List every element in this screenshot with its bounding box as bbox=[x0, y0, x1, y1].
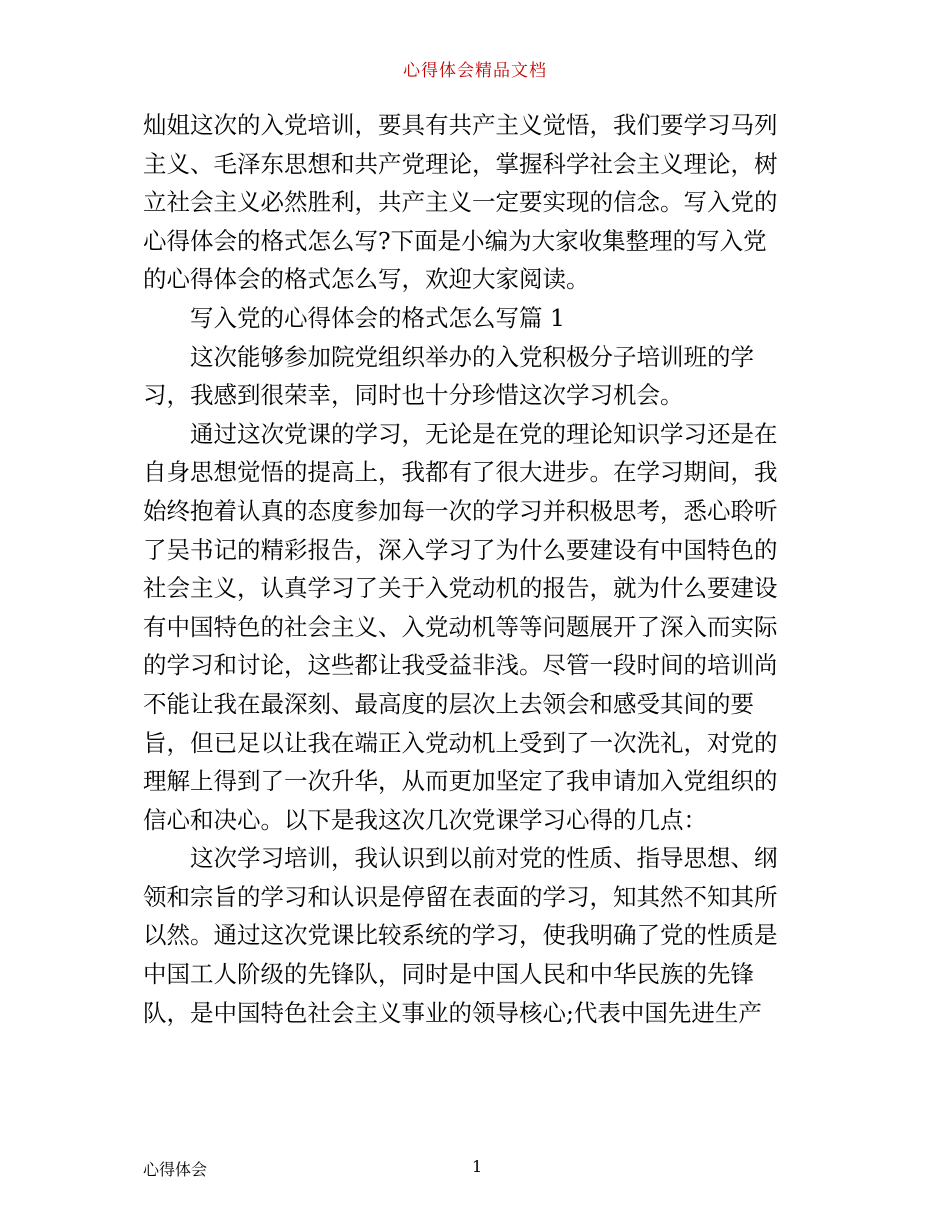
heading-line: 写入党的心得体会的格式怎么写篇 1 bbox=[190, 303, 565, 332]
text-line: 有中国特色的社会主义、入党动机等等问题展开了深入而实际 bbox=[143, 612, 778, 641]
text-line: 理解上得到了一次升华，从而更加坚定了我申请加入党组织的 bbox=[143, 767, 778, 796]
document-header-title: 心得体会精品文档 bbox=[403, 61, 547, 81]
text-line: 自身思想觉悟的提高上，我都有了很大进步。在学习期间，我 bbox=[143, 458, 778, 487]
paragraph-progress bbox=[143, 415, 815, 840]
text-line: 这次学习培训，我认识到以前对党的性质、指导思想、纲 bbox=[190, 844, 778, 873]
page-number: 1 bbox=[472, 1157, 483, 1176]
paragraph-understanding bbox=[143, 839, 815, 1032]
text-line: 队，是中国特色社会主义事业的领导核心;代表中国先进生产 bbox=[143, 998, 762, 1027]
footer-label: 心得体会 bbox=[143, 1160, 208, 1179]
text-line: 了吴书记的精彩报告，深入学习了为什么要建设有中国特色的 bbox=[143, 535, 778, 564]
document-body bbox=[143, 106, 815, 1032]
text-line: 不能让我在最深刻、最高度的层次上去领会和感受其间的要 bbox=[143, 689, 754, 718]
paragraph-intro bbox=[143, 106, 815, 299]
text-line: 主义、毛泽东思想和共产党理论，掌握科学社会主义理论，树 bbox=[143, 149, 778, 178]
text-line: 以然。通过这次党课比较系统的学习，使我明确了党的性质是 bbox=[143, 921, 778, 950]
text-line: 心得体会的格式怎么写?下面是小编为大家收集整理的写入党 bbox=[143, 226, 767, 255]
text-line: 这次能够参加院党组织举办的入党积极分子培训班的学 bbox=[190, 342, 754, 371]
paragraph-training bbox=[143, 338, 815, 415]
text-line: 信心和决心。以下是我这次几次党课学习心得的几点： bbox=[143, 805, 707, 834]
text-line: 领和宗旨的学习和认识是停留在表面的学习，知其然不知其所 bbox=[143, 882, 778, 911]
text-line: 的心得体会的格式怎么写，欢迎大家阅读。 bbox=[143, 265, 590, 294]
text-line: 社会主义，认真学习了关于入党动机的报告，就为什么要建设 bbox=[143, 574, 778, 603]
text-line: 中国工人阶级的先锋队，同时是中国人民和中华民族的先锋 bbox=[143, 960, 754, 989]
text-line: 灿姐这次的入党培训，要具有共产主义觉悟，我们要学习马列 bbox=[143, 111, 778, 139]
text-line: 旨，但已足以让我在端正入党动机上受到了一次洗礼，对党的 bbox=[143, 728, 778, 757]
text-line: 的学习和讨论，这些都让我受益非浅。尽管一段时间的培训尚 bbox=[143, 651, 778, 680]
section-heading bbox=[143, 299, 815, 338]
text-line: 始终抱着认真的态度参加每一次的学习并积极思考，悉心聆听 bbox=[143, 496, 778, 525]
text-line: 通过这次党课的学习，无论是在党的理论知识学习还是在 bbox=[190, 419, 778, 448]
text-line: 习，我感到很荣幸，同时也十分珍惜这次学习机会。 bbox=[143, 381, 684, 410]
text-line: 立社会主义必然胜利，共产主义一定要实现的信念。写入党的 bbox=[143, 188, 778, 217]
